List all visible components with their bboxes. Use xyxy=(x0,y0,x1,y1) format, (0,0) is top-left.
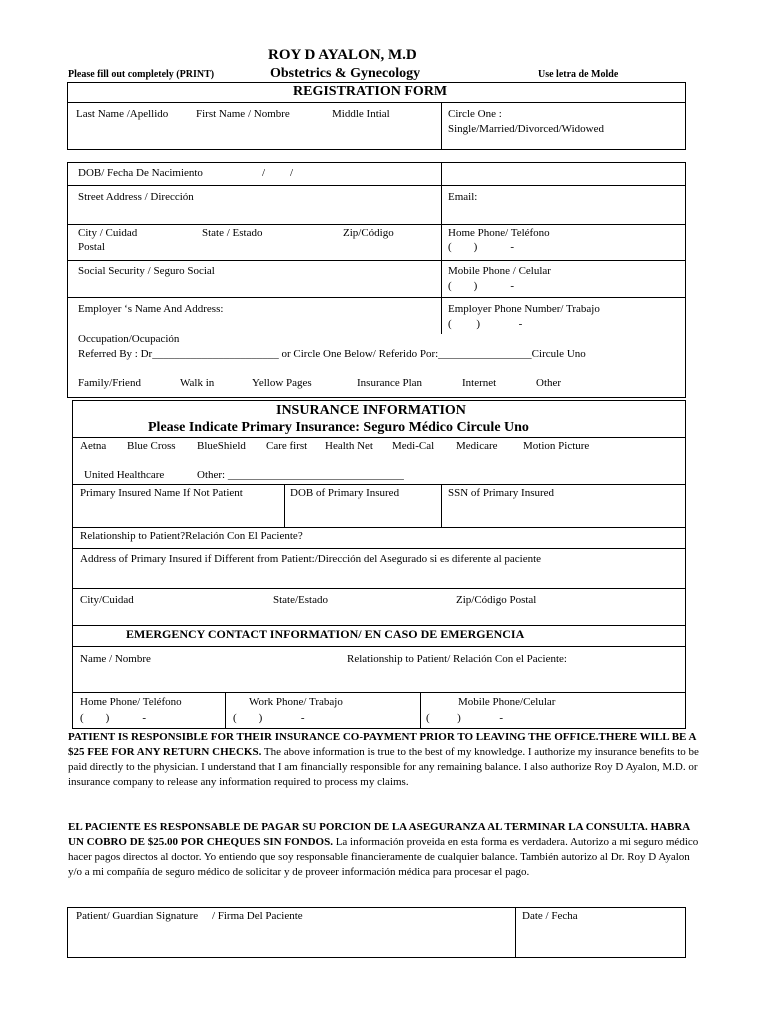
primary-address-field[interactable]: Address of Primary Insured if Different from Patient:/Dirección del Asegurado si es diferente al paciente xyxy=(80,553,542,565)
referral-option[interactable]: Family/Friend xyxy=(78,377,141,389)
mobile-phone-format: ( ) - xyxy=(448,280,514,292)
english-terms-text: The above information is true to the best of my knowledge. I authorize my insurance benefits to be paid directly to the physician. I understand that I am financially responsible for any remaining balance. I also authorize Roy D Ayalon, M.D. or insurance company to release any information required to process my claims. xyxy=(68,746,699,788)
dob-field[interactable]: DOB/ Fecha De Nacimiento xyxy=(78,167,203,179)
postal-label: Postal xyxy=(78,241,105,253)
emergency-mobile-format: ( ) - xyxy=(426,712,503,724)
specialty: Obstetrics & Gynecology xyxy=(270,66,421,81)
carrier-option[interactable]: Blue Cross xyxy=(127,440,176,452)
spanish-terms-bold: EL PACIENTE ES RESPONSABLE DE PAGAR SU PORCION DE LA ASEGURANZA AL TERMINAR LA CONSULTA. HABRA UN COBRO DE $25.00 POR CHEQUES SIN FONDOS. xyxy=(68,821,690,848)
emergency-work-format: ( ) - xyxy=(233,712,305,724)
patient-signature-field[interactable]: Patient/ Guardian Signature / Firma Del Paciente xyxy=(76,910,303,922)
carrier-option[interactable]: United Healthcare xyxy=(84,469,165,481)
carrier-option[interactable]: BlueShield xyxy=(197,440,246,452)
home-phone-field[interactable]: Home Phone/ Teléfono xyxy=(448,227,550,239)
primary-insured-dob-field[interactable]: DOB of Primary Insured xyxy=(290,487,400,499)
insured-state-field[interactable]: State/Estado xyxy=(273,594,328,606)
referral-option[interactable]: Internet xyxy=(462,377,497,389)
mobile-phone-field[interactable]: Mobile Phone / Celular xyxy=(448,265,551,277)
relationship-field[interactable]: Relationship to Patient?Relación Con El Paciente? xyxy=(80,530,303,542)
street-address-field[interactable]: Street Address / Dirección xyxy=(78,191,194,203)
insured-city-field[interactable]: City/Cuidad xyxy=(80,594,134,606)
carrier-option[interactable]: Health Net xyxy=(325,440,373,452)
marital-status-options[interactable]: Single/Married/Divorced/Widowed xyxy=(448,123,604,135)
referral-option[interactable]: Yellow Pages xyxy=(252,377,312,389)
employer-phone-format: ( ) - xyxy=(448,318,523,330)
spanish-terms-text: La información proveida en esta forma es verdadera. Autorizo a mi seguro médico hacer pagos directos al doctor. Yo entiendo que soy responsable financieramente de cualquier balance. También autorizo al Dr. Roy D Ayalon y/o a mi compañía de seguro médico de solicitar y de proveer información médica para procesar el pago. xyxy=(68,836,699,878)
dob-slash-2: / xyxy=(290,167,294,179)
state-field[interactable]: State / Estado xyxy=(202,227,263,239)
instructions-note: Please fill out completely (PRINT) xyxy=(68,69,215,80)
emergency-mobile-phone-field[interactable]: Mobile Phone/Celular xyxy=(458,696,556,708)
referred-by-field[interactable]: Referred By : Dr_______________________ or Circle One Below/ Referido Por:_________________Circule Uno xyxy=(78,348,586,360)
referral-option[interactable]: Other xyxy=(536,377,562,389)
first-name-field[interactable]: First Name / Nombre xyxy=(196,108,290,120)
last-name-field[interactable]: Last Name /Apellido xyxy=(76,108,169,120)
emergency-work-phone-field[interactable]: Work Phone/ Trabajo xyxy=(249,696,343,708)
dob-slash-1: / xyxy=(262,167,266,179)
emergency-name-field[interactable]: Name / Nombre xyxy=(80,653,151,665)
other-insurance-field[interactable]: Other: ________________________________ xyxy=(197,469,404,481)
form-title: REGISTRATION FORM xyxy=(293,84,448,99)
employer-field[interactable]: Employer ‘s Name And Address: xyxy=(78,303,224,315)
home-phone-format: ( ) - xyxy=(448,241,514,253)
primary-insured-ssn-field[interactable]: SSN of Primary Insured xyxy=(448,487,555,499)
carrier-option[interactable]: Aetna xyxy=(80,440,107,452)
emergency-home-format: ( ) - xyxy=(80,712,146,724)
emergency-home-phone-field[interactable]: Home Phone/ Teléfono xyxy=(80,696,182,708)
zip-field[interactable]: Zip/Código xyxy=(343,227,394,239)
doctor-name: ROY D AYALON, M.D xyxy=(268,47,417,63)
middle-initial-field[interactable]: Middle Intial xyxy=(332,108,390,120)
primary-insured-name-field[interactable]: Primary Insured Name If Not Patient xyxy=(80,487,243,499)
employer-phone-field[interactable]: Employer Phone Number/ Trabajo xyxy=(448,303,600,315)
spanish-terms xyxy=(68,820,700,880)
email-field[interactable]: Email: xyxy=(448,191,478,203)
referral-option[interactable]: Walk in xyxy=(180,377,215,389)
emergency-title: EMERGENCY CONTACT INFORMATION/ EN CASO DE EMERGENCIA xyxy=(126,627,525,641)
carrier-option[interactable]: Motion Picture xyxy=(523,440,590,452)
city-field[interactable]: City / Cuidad xyxy=(78,227,138,239)
signature-date-field[interactable]: Date / Fecha xyxy=(522,910,578,922)
print-note-spanish: Use letra de Molde xyxy=(538,69,619,80)
english-terms xyxy=(68,730,713,790)
insurance-subtitle: Please Indicate Primary Insurance: Seguro Médico Circule Uno xyxy=(148,420,529,435)
circle-one-label: Circle One : xyxy=(448,108,502,120)
carrier-option[interactable]: Care first xyxy=(266,440,308,452)
occupation-field[interactable]: Occupation/Ocupación xyxy=(78,333,180,345)
insured-zip-field[interactable]: Zip/Código Postal xyxy=(456,594,537,606)
carrier-option[interactable]: Medicare xyxy=(456,440,498,452)
english-terms-bold: PATIENT IS RESPONSIBLE FOR THEIR INSURANCE CO-PAYMENT PRIOR TO LEAVING THE OFFICE.THERE WILL BE A $25 FEE FOR ANY RETURN CHECKS. xyxy=(68,731,696,758)
insurance-title: INSURANCE INFORMATION xyxy=(276,403,466,418)
carrier-option[interactable]: Medi-Cal xyxy=(392,440,435,452)
referral-option[interactable]: Insurance Plan xyxy=(357,377,423,389)
emergency-relationship-field[interactable]: Relationship to Patient/ Relación Con el Paciente: xyxy=(347,653,567,665)
ssn-field[interactable]: Social Security / Seguro Social xyxy=(78,265,215,277)
